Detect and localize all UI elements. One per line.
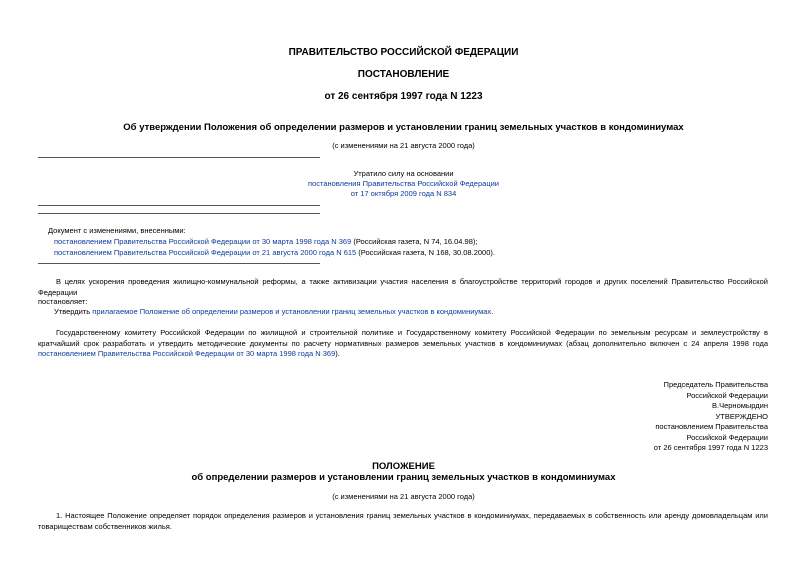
- regulation-subheading: об определении размеров и установлении границ земельных участков в кондоминиумах: [191, 472, 616, 483]
- document-type: ПОСТАНОВЛЕНИЕ: [357, 69, 450, 80]
- approval-line: от 26 сентября 1997 года N 1223: [653, 443, 768, 452]
- document-date-number: от 26 сентября 1997 года N 1223: [324, 91, 483, 102]
- signature-line: В.Черномырдин: [712, 401, 768, 410]
- preamble-paragraph: В целях ускорения проведения жилищно-коммунальной реформы, а также активизации участия населения в благоустройстве территорий городов и других поселений Правительство Российской Федерации: [38, 277, 768, 297]
- approved-regulation-link[interactable]: прилагаемое Положение об определении размеров и установлении границ земельных участков в кондоминиумах: [92, 307, 492, 316]
- changes-intro: Документ с изменениями, внесенными:: [48, 226, 186, 235]
- approval-line: УТВЕРЖДЕНО: [715, 411, 768, 421]
- divider: [38, 263, 320, 264]
- signature-line: Российской Федерации: [686, 390, 768, 400]
- decree-item-1: [54, 307, 493, 317]
- void-notice-text: Утратило силу на основании: [353, 169, 454, 178]
- signature-block: [568, 380, 768, 454]
- list-item: [54, 237, 477, 247]
- document-title: Об утверждении Положения об определении размеров и установлении границ земельных участков в кондоминиумах: [123, 122, 684, 133]
- amendment-link[interactable]: постановлением Правительства Российской Федерации от 30 марта 1998 года N 369: [38, 349, 336, 358]
- decree-item-1-text: Утвердить: [54, 307, 93, 316]
- void-notice-link[interactable]: постановления Правительства Российской Федерации: [307, 179, 499, 188]
- regulation-amendments-note: (с изменениями на 21 августа 2000 года): [332, 492, 475, 501]
- regulation-heading: ПОЛОЖЕНИЕ: [372, 461, 435, 472]
- list-item: [54, 248, 495, 258]
- signature-line: Председатель Правительства: [663, 380, 768, 389]
- decree-item-2: [38, 328, 768, 360]
- void-notice-link-date[interactable]: от 17 октября 2009 года N 834: [350, 189, 457, 198]
- decrees-word: постановляет:: [38, 297, 88, 306]
- amendments-note: (с изменениями на 21 августа 2000 года): [332, 141, 475, 150]
- approval-line: постановлением Правительства: [655, 422, 768, 431]
- regulation-paragraph-1: 1. Настоящее Положение определяет порядок определения размеров и установления границ земельных участков в кондоминиумах, передаваемых в собственность или аренду домовладельцам или товариществам собственников жилья.: [38, 511, 768, 531]
- amendment-source: (Российская газета, N 74, 16.04.98);: [351, 237, 478, 246]
- divider: [38, 213, 320, 214]
- decree-item-2-text: Государственному комитету Российской Федерации по жилищной и строительной политике и Государственному комитету Российской Федерации по земельным ресурсам и землеустройству в кратчайший срок разработать и утвердить методические документы по расчету нормативных размеров земельных участков в кондоминиумах (абзац дополнительно включен с 24 апреля 1998 года: [38, 328, 768, 348]
- divider: [38, 205, 320, 206]
- approval-line: Российской Федерации: [686, 432, 768, 442]
- divider: [38, 157, 320, 158]
- government-heading: ПРАВИТЕЛЬСТВО РОССИЙСКОЙ ФЕДЕРАЦИИ: [288, 47, 519, 58]
- decree-item-1-end: .: [491, 307, 494, 316]
- amendment-source: (Российская газета, N 168, 30.08.2000).: [356, 248, 495, 257]
- amendment-link[interactable]: постановлением Правительства Российской Федерации от 21 августа 2000 года N 615: [54, 248, 357, 257]
- decree-item-2-end: ).: [335, 349, 340, 358]
- amendment-link[interactable]: постановлением Правительства Российской Федерации от 30 марта 1998 года N 369: [54, 237, 352, 246]
